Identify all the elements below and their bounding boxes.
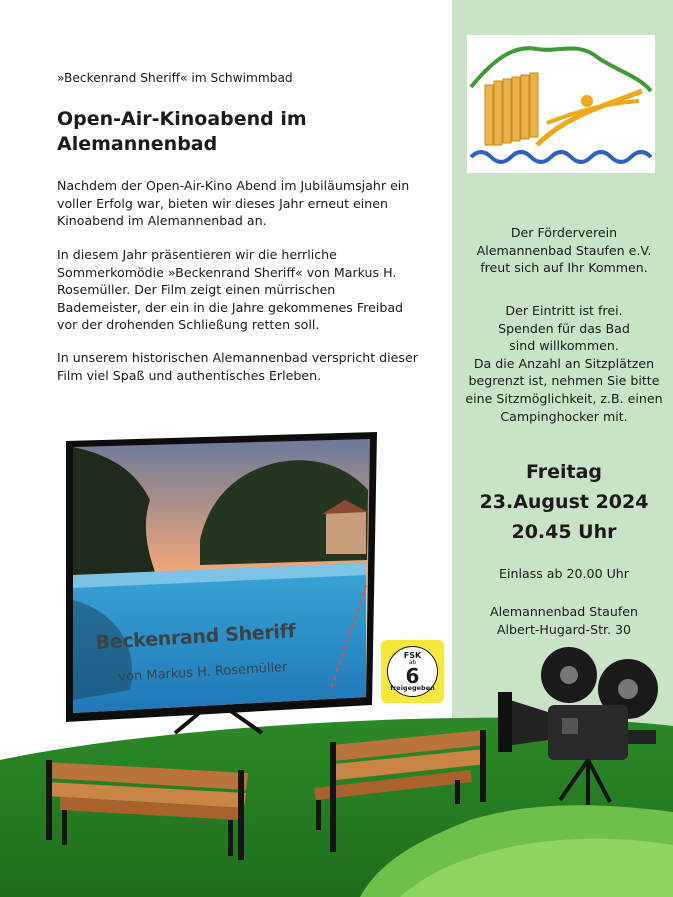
text-line: Alemannenbad Staufen [489, 604, 639, 619]
event-day: Freitag [525, 461, 603, 483]
fsk-rating-badge [381, 640, 444, 703]
fsk-ab: ab [408, 659, 417, 666]
text-line: Spenden für das Bad [498, 320, 630, 336]
title-line: Alemannenbad [57, 133, 218, 155]
text-line: In diesem Jahr präsentieren wir die herrliche [57, 247, 337, 262]
text-line: begrenzt ist, nehmen Sie bitte [468, 373, 660, 389]
text-line: freut sich auf Ihr Kommen. [480, 260, 648, 276]
text-line: Da die Anzahl an Sitzplätzen [473, 355, 655, 371]
screen-film-subtitle: von Markus H. Rosemüller [118, 659, 288, 685]
event-date-line: 23.August 2024 [479, 491, 649, 513]
text-line: Der Eintritt ist frei. [505, 303, 623, 318]
kicker-line: »Beckenrand Sheriff« im Schwimmbad [57, 71, 293, 85]
text-line: Der Förderverein [510, 225, 618, 240]
text-line: vor der drohenden Schließung retten soll. [57, 317, 320, 333]
fsk-age: 6 [405, 664, 420, 688]
text-line: Rosemüller. Der Film zeigt einen mürrischen [57, 282, 336, 298]
text-line: Sommerkomödie »Beckenrand Sheriff« von Markus H. [57, 264, 397, 280]
fsk-freigegeben: freigegeben [390, 684, 435, 692]
text-line: Film viel Spaß und authentisches Erleben. [57, 367, 322, 383]
text-line: Campinghocker mit. [500, 408, 628, 424]
text-line: Bademeister, der ein in die Jahre gekommenes Freibad [57, 299, 404, 315]
text-line: Alemannenbad Staufen e.V. [476, 242, 652, 258]
text-line: voller Erfolg war, bieten wir dieses Jahr erneut einen [57, 195, 388, 211]
text-line: eine Sitzmöglichkeit, z.B. einen [465, 390, 663, 406]
fsk-label: FSK [403, 651, 422, 660]
title-line: Open-Air-Kinoabend im [57, 108, 307, 130]
text-line: Nachdem der Open-Air-Kino Abend im Jubiläumsjahr ein [57, 178, 410, 193]
text-line: In unserem historischen Alemannenbad verspricht dieser [57, 350, 418, 365]
screen-film-title: Beckenrand Sheriff [95, 620, 297, 654]
text-line: Kinoabend im Alemannenbad an. [57, 213, 267, 229]
text-line: Albert-Hugard-Str. 30 [496, 621, 632, 637]
einlass-text: Einlass ab 20.00 Uhr [499, 566, 629, 581]
event-time: 20.45 Uhr [511, 521, 617, 543]
text-line: sind willkommen. [509, 338, 619, 354]
